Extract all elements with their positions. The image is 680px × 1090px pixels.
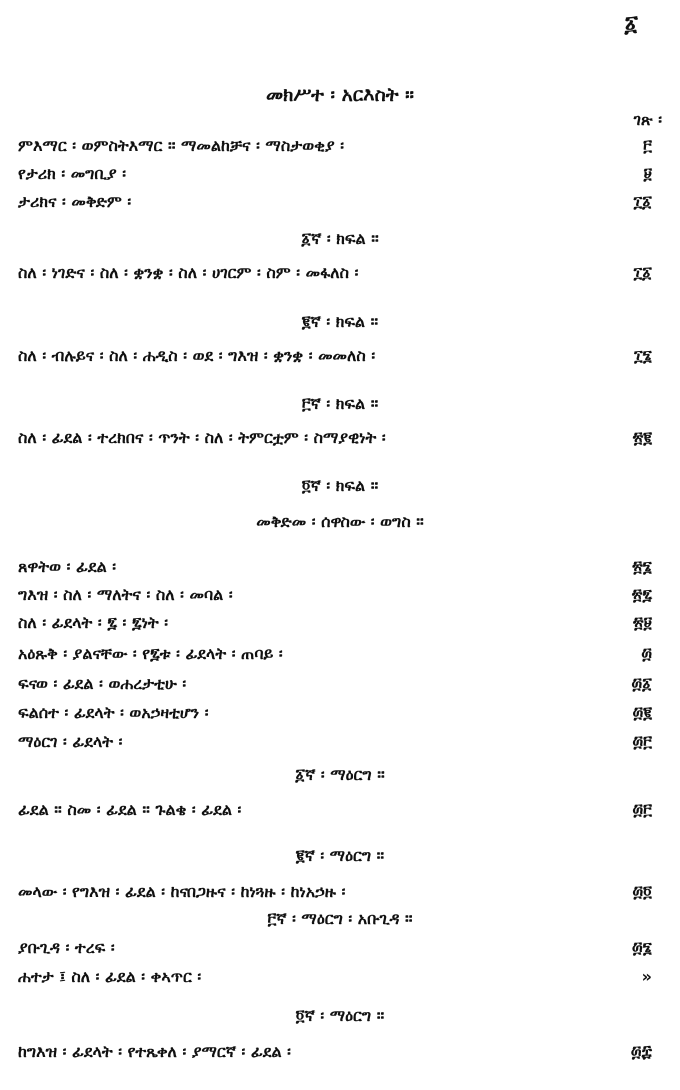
toc-item-page: ፳፮ [632, 557, 652, 576]
section-heading: ፪ኛ ፡ ክፍል ። [301, 312, 379, 331]
section-heading: ፩ኛ ፡ ክፍል ። [301, 229, 379, 248]
toc-item-text: ታሪክና ፡ መቅድም ፡ [18, 192, 132, 211]
toc-item-page: ፲፩ [633, 192, 652, 211]
toc-item[interactable] [18, 428, 658, 452]
toc-item[interactable] [18, 263, 658, 287]
section-heading: ፬ኛ ፡ ክፍል ። [301, 476, 379, 495]
page-column-header: ገጽ ፡ [633, 110, 662, 129]
toc-item-text: ምእማር ፡ ወምስትእማር ። ማመልከቻና ፡ ማስታወቂያ ፡ [18, 136, 345, 155]
toc-item-text: መላው ፡ የግእዝ ፡ ፊደል ፡ ከናበጋዙና ፡ ከነጓዙ ፡ ከነአኃዙ ፡ [18, 882, 346, 901]
toc-item-text: ፍናወ ፡ ፊደል ፡ ወሐረታቲሁ ፡ [18, 674, 187, 693]
toc-item-text: ግእዝ ፡ ስለ ፡ ማለትና ፡ ስለ ፡ መባል ፡ [18, 585, 233, 604]
toc-item[interactable] [18, 882, 658, 906]
toc-item-page: ፳፪ [632, 428, 652, 447]
section-subheading: መቅድመ ፡ ሰዋስው ፡ ወግስ ። [256, 512, 424, 531]
toc-item-text: ስለ ፡ ብሉይና ፡ ስለ ፡ ሐዲስ ፡ ወደ ፡ ግእዝ ፡ ቋንቋ ፡ መመለስ ፡ [18, 346, 376, 365]
toc-item[interactable] [18, 613, 658, 637]
toc-item-page: ፴፫ [632, 732, 652, 751]
toc-item[interactable] [18, 800, 658, 824]
toc-item-text: ማዕርገ ፡ ፊደላት ፡ [18, 732, 123, 751]
toc-item[interactable] [18, 164, 658, 188]
toc-item-page: ፱ [643, 164, 652, 183]
toc-item-page: ፴ [641, 644, 652, 663]
section-heading: ፪ኛ ፡ ማዕርግ ። [295, 846, 385, 865]
toc-item-text: ስለ ፡ ነገድና ፡ ስለ ፡ ቋንቋ ፡ ስለ ፡ ሀገርም ፡ ስም ፡ መፋለስ ፡ [18, 263, 359, 282]
toc-item-text: ሐተታ ፤ ስለ ፡ ፊደል ፡ ቀኣጥር ፡ [18, 967, 202, 986]
section-heading: ፫ኛ ፡ ማዕርግ ፡ አቡጊዳ ። [267, 909, 413, 928]
toc-item-text: ፍልሰተ ፡ ፊደላት ፡ ወአኃዛቲሆን ፡ [18, 703, 209, 722]
toc-item-page: ፴፬ [632, 882, 652, 901]
toc-item-page: ፲፩ [633, 263, 652, 282]
toc-item[interactable] [18, 192, 658, 216]
toc-item-text: የታሪክ ፡ መግቢያ ፡ [18, 164, 127, 183]
toc-item[interactable] [18, 674, 658, 698]
toc-item-page: ፫ [643, 136, 652, 155]
toc-item[interactable] [18, 732, 658, 756]
toc-item[interactable] [18, 967, 658, 991]
section-heading: ፫ኛ ፡ ክፍል ። [301, 394, 379, 413]
toc-item-page: ፳፯ [631, 585, 652, 604]
toc-item-page: ፴፮ [631, 938, 652, 957]
toc-item-text: ስለ ፡ ፊደላት ፡ ፯ ፡ ፯ነት ፡ [18, 613, 169, 632]
section-heading: ፬ኛ ፡ ማዕርግ ። [295, 1006, 385, 1025]
toc-item[interactable] [18, 644, 658, 668]
toc-item-page: ፲፮ [634, 346, 652, 365]
toc-item-page: ፳፱ [633, 613, 652, 632]
toc-item-text: ከግእዝ ፡ ፊደላት ፡ የተጼቀለ ፡ ያማርኛ ፡ ፊደል ፡ [18, 1042, 291, 1061]
toc-item-page: » [641, 967, 652, 986]
toc-item[interactable] [18, 136, 658, 160]
toc-item[interactable] [18, 585, 658, 609]
toc-item-page: ፴፪ [632, 703, 652, 722]
toc-item-page: ፴፫ [632, 800, 652, 819]
toc-item-text: አዕጹቅ ፡ ያልናቸው ፡ የ፯ቱ ፡ ፊደላት ፡ ጠባይ ፡ [18, 644, 283, 663]
toc-item-text: ያቡጊዳ ፡ ተረፍ ፡ [18, 938, 115, 957]
toc-item[interactable] [18, 703, 658, 727]
toc-item[interactable] [18, 1042, 658, 1066]
toc-item[interactable] [18, 557, 658, 581]
toc-item-page: ፴፰ [630, 1042, 652, 1061]
toc-item-text: ጸዋትወ ፡ ፊደል ፡ [18, 557, 117, 576]
page-number: ፩ [624, 12, 638, 37]
section-heading: ፩ኛ ፡ ማዕርግ ። [295, 765, 385, 784]
toc-item[interactable] [18, 346, 658, 370]
toc-item-page: ፴፩ [631, 674, 652, 693]
page-title: መክሥተ ፡ አርእስት ። [265, 84, 415, 106]
toc-item-text: ስለ ፡ ፊደል ፡ ተረክበና ፡ ጥንት ፡ ስለ ፡ ትምርቷም ፡ ስማያዊነት ፡ [18, 428, 386, 447]
toc-item[interactable] [18, 938, 658, 962]
toc-item-text: ፊደል ። ስመ ፡ ፊደል ። ጉልቄ ፡ ፊደል ፡ [18, 800, 242, 819]
